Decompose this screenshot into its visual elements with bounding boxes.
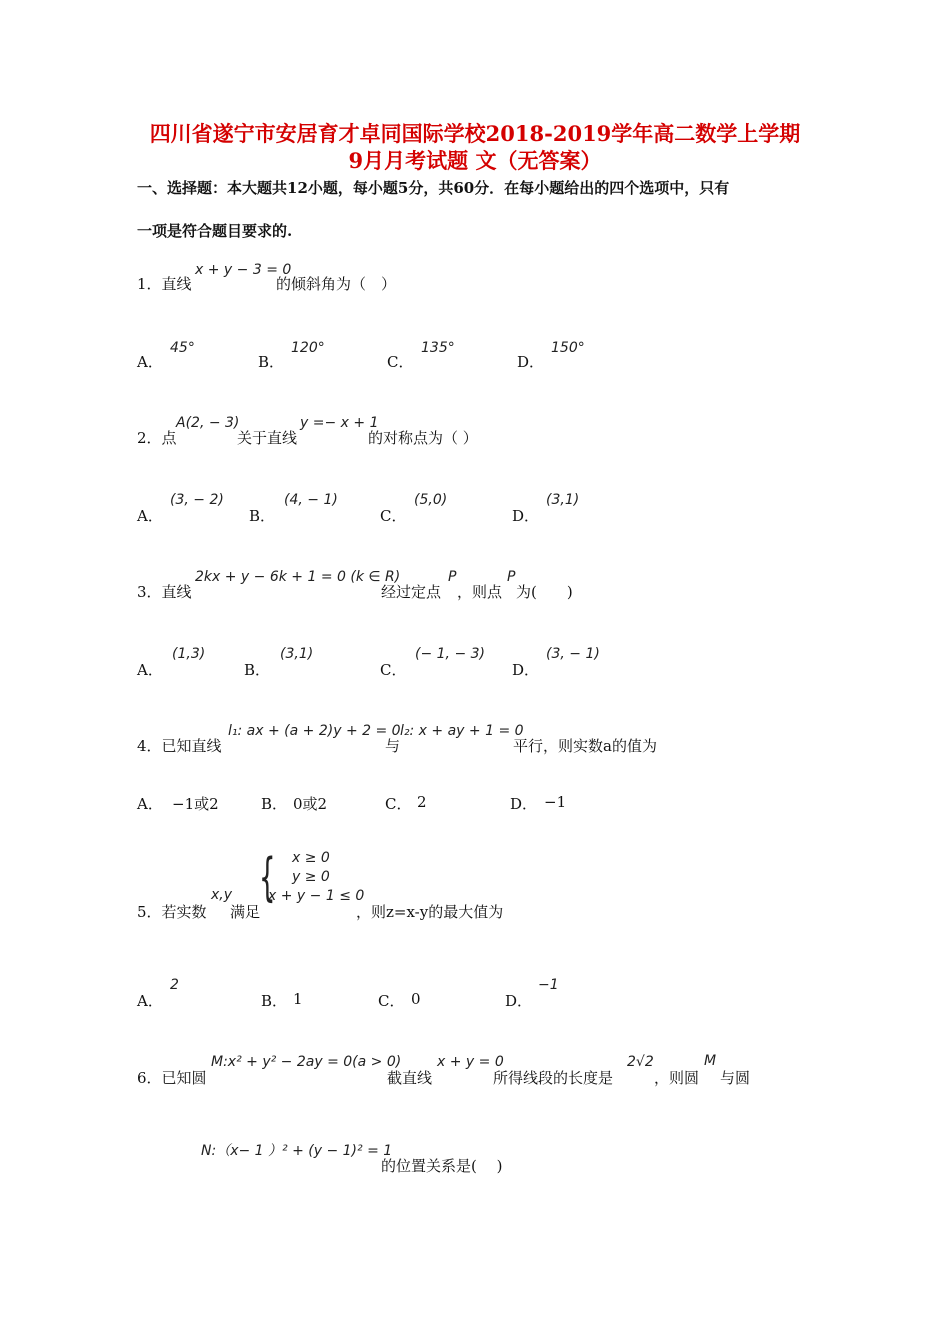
q3-option-a-value: (1,3) <box>172 646 206 662</box>
q6-mid2: 所得线段的长度是 <box>493 1069 614 1087</box>
document-title-line1: 四川省遂宁市安居育才卓同国际学校2018-2019学年高二数学上学期 <box>149 121 801 146</box>
q4-option-b-label: B． <box>261 795 288 813</box>
q4-option-c-label: C． <box>385 795 412 813</box>
q5-option-b-value: 1 <box>293 990 303 1008</box>
q6-circle-n: N:（x− 1 ）² + (y − 1)² = 1 <box>201 1143 393 1159</box>
q5-system-line-1: x ≥ 0 <box>292 850 330 866</box>
q3-option-b-label: B． <box>244 661 271 679</box>
q3-option-c-value: (− 1, − 3) <box>415 646 485 662</box>
q6-mid3: ，则圆 <box>654 1069 700 1087</box>
q2-option-a-value: (3, − 2) <box>170 492 224 508</box>
section-heading-line1: 一、选择题：本大题共12小题，每小题5分，共60分．在每小题给出的四个选项中，只有 <box>137 179 730 197</box>
q3-point-p-1: P <box>448 569 457 585</box>
q5-option-a-value: 2 <box>170 977 179 993</box>
q4-option-c-value: 2 <box>417 793 427 811</box>
q2-option-b-label: B． <box>249 507 276 525</box>
q3-point-p-2: P <box>507 569 516 585</box>
q4-suffix: 平行，则实数a的值为 <box>513 737 657 755</box>
section-heading-line2: 一项是符合题目要求的. <box>137 222 293 240</box>
q1-option-d-value: 150° <box>551 340 585 356</box>
q3-prefix: 3．直线 <box>137 583 192 601</box>
q5-option-b-label: B． <box>261 992 288 1010</box>
q5-option-d-value: −1 <box>538 977 559 993</box>
q4-option-a-value: −1或2 <box>172 795 219 813</box>
q1-option-a-label: A． <box>137 353 163 371</box>
q5-system-brace: { <box>259 848 276 908</box>
q2-option-d-value: (3,1) <box>546 492 580 508</box>
q4-option-a-label: A． <box>137 795 163 813</box>
q3-option-d-label: D． <box>512 661 540 679</box>
q3-mid: 经过定点 <box>381 583 442 601</box>
q4-option-b-value: 0或2 <box>293 795 328 813</box>
q4-mid: 与 <box>385 737 401 755</box>
q5-system-line-2: y ≥ 0 <box>292 869 330 885</box>
q5-option-c-label: C． <box>378 992 405 1010</box>
q1-option-c-label: C． <box>387 353 414 371</box>
q2-option-c-value: (5,0) <box>414 492 448 508</box>
q1-formula: x + y − 3 = 0 <box>195 262 292 278</box>
q5-suffix: ，则z=x-y的最大值为 <box>356 903 504 921</box>
q5-option-d-label: D． <box>505 992 533 1010</box>
q3-mid2: ，则点 <box>457 583 503 601</box>
q5-option-c-value: 0 <box>411 990 421 1008</box>
document-title-line2: 9月月考试题 文（无答案） <box>348 148 602 173</box>
q2-option-a-label: A． <box>137 507 163 525</box>
q1-prefix: 1．直线 <box>137 275 192 293</box>
q6-suffix2: 的位置关系是( ) <box>381 1157 503 1175</box>
q5-option-a-label: A． <box>137 992 163 1010</box>
q4-line-l1: l₁: ax + (a + 2)y + 2 = 0 <box>228 723 401 739</box>
q2-point: A(2, − 3) <box>176 415 240 431</box>
q1-option-d-label: D． <box>517 353 545 371</box>
q1-suffix: 的倾斜角为（ ） <box>276 275 397 293</box>
q3-option-b-value: (3,1) <box>280 646 314 662</box>
q6-suffix: 与圆 <box>720 1069 751 1087</box>
q4-option-d-value: −1 <box>544 793 567 811</box>
q6-mid: 截直线 <box>387 1069 433 1087</box>
q4-option-d-label: D． <box>510 795 538 813</box>
q2-line: y =− x + 1 <box>300 415 379 431</box>
q6-circle-m: M:x² + y² − 2ay = 0(a > 0) <box>211 1054 402 1070</box>
q3-option-d-value: (3, − 1) <box>546 646 600 662</box>
q2-prefix: 2．点 <box>137 429 177 447</box>
q1-option-a-value: 45° <box>170 340 195 356</box>
q5-system-line-3: x + y − 1 ≤ 0 <box>268 888 365 904</box>
q1-option-b-value: 120° <box>291 340 325 356</box>
q3-formula: 2kx + y − 6k + 1 = 0 (k ∈ R) <box>195 569 401 585</box>
q5-mid: 满足 <box>230 903 261 921</box>
q6-length: 2√2 <box>627 1054 654 1070</box>
q6-prefix: 6．已知圆 <box>137 1069 207 1087</box>
q3-option-c-label: C． <box>380 661 407 679</box>
q1-option-c-value: 135° <box>421 340 455 356</box>
q2-option-b-value: (4, − 1) <box>284 492 338 508</box>
q5-vars: x,y <box>211 887 233 903</box>
q3-option-a-label: A． <box>137 661 163 679</box>
q6-m: M <box>704 1053 717 1069</box>
q2-suffix: 的对称点为（ ） <box>368 429 478 447</box>
q4-line-l2: l₂: x + ay + 1 = 0 <box>400 723 524 739</box>
q5-prefix: 5．若实数 <box>137 903 207 921</box>
q3-suffix: 为( ) <box>516 583 573 601</box>
q4-prefix: 4．已知直线 <box>137 737 222 755</box>
q2-mid: 关于直线 <box>237 429 298 447</box>
q6-line: x + y = 0 <box>437 1054 504 1070</box>
q1-option-b-label: B． <box>258 353 285 371</box>
q2-option-c-label: C． <box>380 507 407 525</box>
q2-option-d-label: D． <box>512 507 540 525</box>
